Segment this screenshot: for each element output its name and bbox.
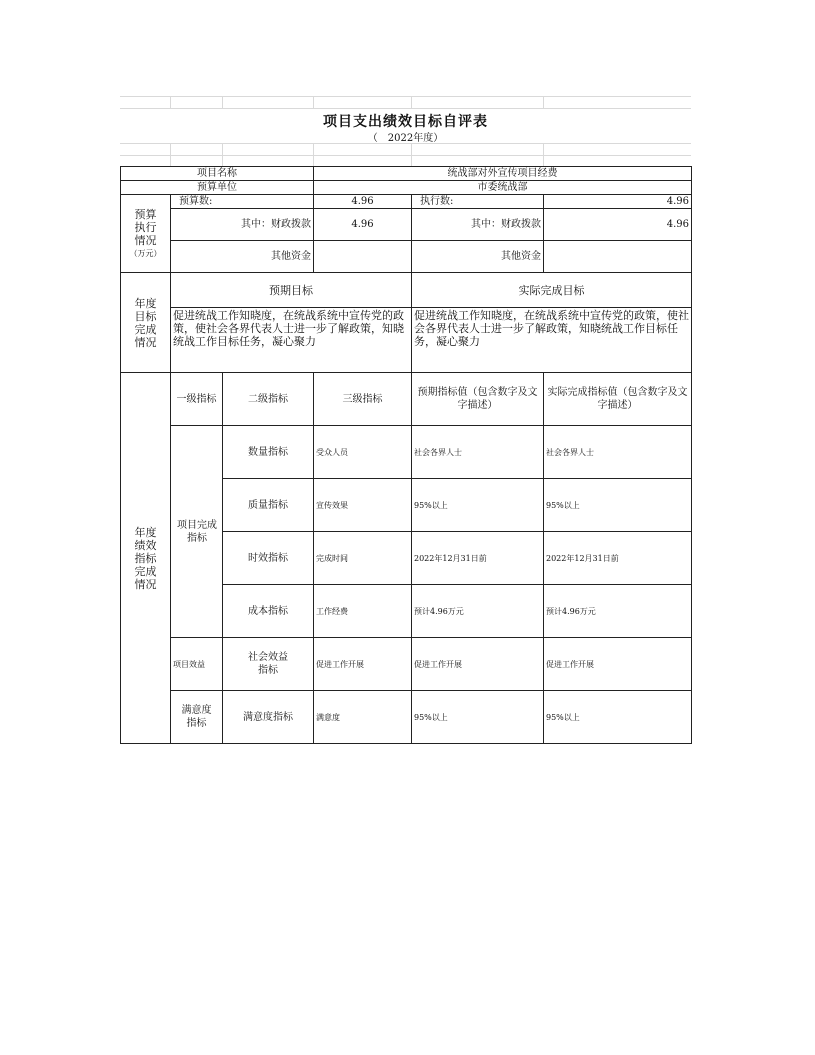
sheet-gridline [543, 143, 544, 167]
table-row-level3: 宣传效果 [314, 479, 412, 532]
sheet-gridline [120, 108, 691, 109]
fiscal-exec-label: 其中：财政拨款 [412, 209, 544, 241]
table-row-actual: 2022年12月31日前 [544, 532, 692, 585]
actual-goal-text: 促进统战工作知晓度，在统战系统中宣传党的政策，使社会各界代表人士进一步了解政策，知晓统战工作目标任务，凝心聚力 [412, 308, 692, 373]
other-budget-label: 其他资金 [171, 241, 314, 273]
table-row-expected: 95%以上 [412, 691, 544, 744]
sheet-gridline [120, 155, 691, 156]
project-name-value: 统战部对外宣传项目经费 [314, 167, 692, 181]
table-row-actual: 促进工作开展 [544, 638, 692, 691]
sheet-gridline [222, 143, 223, 167]
header-expected: 预期指标值（包含数字及文字描述） [412, 373, 544, 426]
header-actual: 实际完成指标值（包含数字及文字描述） [544, 373, 692, 426]
expected-goal-text: 促进统战工作知晓度，在统战系统中宣传党的政策，使社会各界代表人士进一步了解政策，知晓统战工作目标任务，凝心聚力 [171, 308, 412, 373]
table-row-level2: 数量指标 [223, 426, 314, 479]
table-row-actual: 社会各界人士 [544, 426, 692, 479]
table-row-level3: 促进工作开展 [314, 638, 412, 691]
sheet-gridline [120, 96, 691, 97]
table-row-expected: 促进工作开展 [412, 638, 544, 691]
budget-unit-value: 市委统战部 [314, 181, 692, 195]
project-name-label: 项目名称 [121, 167, 314, 181]
form-year: （ 2022年度） [367, 133, 444, 144]
sheet-gridline [313, 143, 314, 167]
table-row-actual: 95%以上 [544, 691, 692, 744]
sheet-gridline [411, 96, 412, 109]
output-group-text: 项目完成指标 [177, 519, 217, 544]
exec-amount-value: 4.96 [544, 195, 692, 209]
sheet-gridline [543, 96, 544, 109]
sheet-gridline [411, 143, 412, 167]
effect-level2-text: 社会效益指标 [248, 652, 288, 676]
perf-section-text: 年度绩效指标完成情况 [134, 525, 157, 591]
output-group-label [171, 426, 223, 638]
other-exec-value [544, 241, 692, 273]
budget-section-text: 预算执行情况 [134, 207, 157, 247]
table-row-actual: 95%以上 [544, 479, 692, 532]
sheet-gridline [313, 96, 314, 109]
budget-amount-value: 4.96 [314, 195, 412, 209]
perf-section-label [121, 373, 171, 744]
self-evaluation-table [120, 166, 692, 744]
budget-amount-label: 预算数: [171, 195, 314, 209]
header-level3: 三级指标 [314, 373, 412, 426]
other-budget-value [314, 241, 412, 273]
table-row-actual: 预计4.96万元 [544, 585, 692, 638]
table-row-level2: 时效指标 [223, 532, 314, 585]
budget-unit-label: 预算单位 [121, 181, 314, 195]
table-row-level2 [223, 638, 314, 691]
other-exec-label: 其他资金 [412, 241, 544, 273]
table-row-level3: 完成时间 [314, 532, 412, 585]
table-row-level2: 质量指标 [223, 479, 314, 532]
expected-goal-header: 预期目标 [171, 273, 412, 308]
table-row-expected: 社会各界人士 [412, 426, 544, 479]
goal-section-label [121, 273, 171, 373]
budget-unit-note: （万元） [129, 248, 162, 258]
effect-group-label: 项目效益 [171, 638, 223, 691]
budget-section-label [121, 195, 171, 273]
table-row-level3: 受众人员 [314, 426, 412, 479]
form-title: 项目支出绩效目标自评表 [323, 114, 488, 130]
table-row-level3: 工作经费 [314, 585, 412, 638]
sheet-gridline [222, 96, 223, 109]
table-row-expected: 2022年12月31日前 [412, 532, 544, 585]
sheet-gridline [170, 143, 171, 167]
actual-goal-header: 实际完成目标 [412, 273, 692, 308]
table-row-expected: 预计4.96万元 [412, 585, 544, 638]
satisfaction-group-text: 满意度指标 [181, 705, 212, 729]
goal-section-text: 年度目标完成情况 [134, 296, 157, 349]
fiscal-budget-value: 4.96 [314, 209, 412, 241]
table-row-level2: 满意度指标 [223, 691, 314, 744]
sheet-gridline [170, 96, 171, 109]
satisfaction-group-label [171, 691, 223, 744]
fiscal-exec-value: 4.96 [544, 209, 692, 241]
header-level2: 二级指标 [223, 373, 314, 426]
fiscal-budget-label: 其中：财政拨款 [171, 209, 314, 241]
table-row-level2: 成本指标 [223, 585, 314, 638]
table-row-level3: 满意度 [314, 691, 412, 744]
exec-amount-label: 执行数: [412, 195, 544, 209]
table-row-expected: 95%以上 [412, 479, 544, 532]
header-level1: 一级指标 [171, 373, 223, 426]
